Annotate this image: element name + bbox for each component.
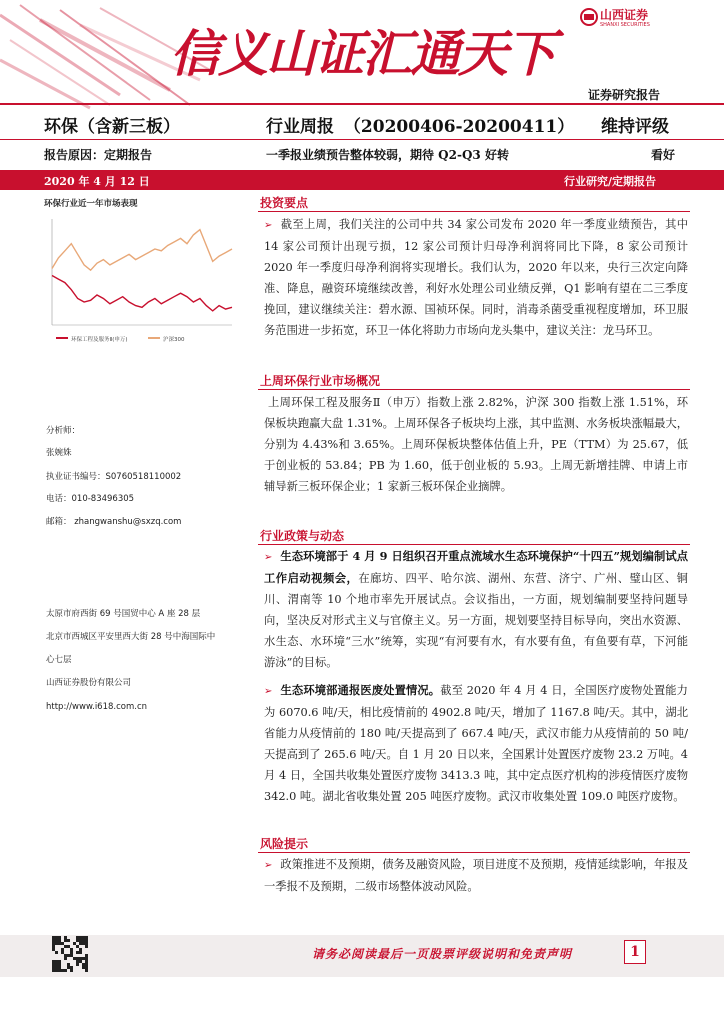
chart-title: 环保行业近一年市场表现: [44, 199, 138, 209]
address-beijing-1: 北京市西城区平安里西大街 28 号中海国际中: [46, 632, 216, 642]
industry-category: 环保（含新三板）: [44, 117, 180, 137]
disclaimer-notice[interactable]: 请务必阅读最后一页股票评级说明和免责声明: [312, 947, 573, 961]
header-banner: [0, 0, 724, 110]
section-divider: [258, 211, 690, 212]
company-url[interactable]: http://www.i618.com.cn: [46, 702, 148, 712]
logo-name: 山西证券: [600, 8, 649, 22]
section-title: 行业政策与动态: [260, 529, 345, 543]
market-chart: [36, 213, 248, 345]
report-kind: 证券研究报告: [588, 88, 661, 102]
report-headline: 一季报业绩预告整体较弱，期待 Q2-Q3 好转: [266, 148, 509, 162]
rating-label: 维持评级: [601, 117, 669, 137]
policy-item-headline: 生态环境部通报医废处置情况。: [280, 683, 441, 697]
section-divider: [258, 544, 690, 545]
report-type: [266, 112, 574, 137]
report-date: 2020 年 4 月 12 日: [44, 175, 150, 188]
analyst-email[interactable]: 邮箱： zhangwanshu@sxzq.com: [46, 517, 182, 527]
report-category: 行业研究/定期报告: [564, 175, 657, 188]
policy-item: [264, 546, 688, 673]
section-paragraph: [264, 854, 688, 897]
rating-value: 看好: [651, 148, 676, 162]
legend-label-0: 环保工程及服务Ⅱ(申万): [71, 337, 128, 343]
section-title: 上周环保行业市场概况: [260, 374, 381, 388]
date-bar: [0, 170, 724, 190]
market-chart-svg: [36, 213, 248, 345]
section-title: 风险提示: [260, 837, 309, 851]
series-line-1: [52, 230, 232, 271]
address-taiyuan: 太原市府西街 69 号国贸中心 A 座 28 层: [46, 609, 201, 619]
page-number: 1: [624, 940, 646, 964]
report-period: （20200406-20200411）: [343, 117, 575, 137]
address-beijing-2: 心七层: [46, 655, 72, 665]
bullet-icon: ➢: [264, 220, 273, 231]
qr-code: [52, 936, 88, 972]
company-name: 山西证券股份有限公司: [46, 678, 132, 688]
paragraph-text: 截至 2020 年 4 月 4 日，全国医疗废物处置能力为 6070.6 吨/天，相比疫情前的 4902.8 吨/天，增加了 1167.8 吨/天。其中，湖北省能力从疫情前的 180 吨/天提高到了 667.4 吨/天，武汉市能力从疫情前的 50 吨/天提高到了 265.6 吨/天。自 1 月 20 日以来，全国累计处置医疗废物 23.2 万吨。4 月 4 日，全国共收集处置医疗废物 3413.3 吨，其中定点医疗机构的涉疫情医疗废物 342.0 吨。湖北省收集处置 205 吨医疗废物。武汉市收集处置 109.0 吨医疗废物。: [264, 684, 688, 803]
policy-item-headline: 生态环境部于 4 月 9 日组织召开重点流域水生态环境保护“十四五”规划编制试点工作启动视频会，: [264, 549, 688, 585]
section-paragraph: [264, 392, 688, 497]
report-reason: 报告原因：定期报告: [44, 148, 153, 162]
legend-label-1: 沪深300: [163, 337, 185, 343]
report-type-label: 行业周报: [266, 117, 334, 137]
series-line-0: [52, 276, 232, 311]
analyst-phone: 电话：010-83496305: [46, 494, 135, 504]
paragraph-text: 政策推进不及预期，债务及融资风险，项目进度不及预期，疫情延续影响，年报及一季报不及预期，二级市场整体波动风险。: [264, 858, 688, 893]
section-divider: [258, 389, 690, 390]
section-title: 投资要点: [260, 196, 309, 210]
policy-item: [264, 680, 688, 807]
section-paragraph: [264, 214, 688, 341]
section-divider: [258, 852, 690, 853]
analyst-license: 执业证书编号：S0760518110002: [46, 472, 182, 482]
bullet-icon: ➢: [264, 860, 273, 871]
logo-subtitle: SHANXI SECURITIES: [600, 22, 650, 28]
analyst-label: 分析师：: [46, 426, 81, 436]
paragraph-text: 在廊坊、四平、哈尔滨、湖州、东营、济宁、广州、璧山区、铜川、渭南等 10 个地市率先开展试点。会议指出，一方面，规划编制要坚持问题导向，坚决反对形式主义与官僚主义。另一方面，规划要坚持目标导向，突出水资源、水生态、水环境“三水”统筹，实现“有河要有水，有水要有鱼，有鱼要有草，下河能游泳”的目标。: [264, 572, 688, 669]
paragraph-text: 截至上周，我们关注的公司中共 34 家公司发布 2020 年一季度业绩预告，其中 14 家公司预计出现亏损，12 家公司预计归母净利润将同比下降，8 家公司预计 2020 年一季度归母净利润将实现增长。我们认为，2020 年以来，央行三次定向降准、降息，融资环境继续改善，利好水处理公司业绩反弹，Q1 影响有望在二三季度挽回，建议继续关注：碧水源、国祯环保。同时，消毒杀菌受重视程度增加，环卫服务范围进一步拓宽，环卫一体化将助力市场向龙头集中，建议关注：龙马环卫。: [264, 218, 688, 337]
bullet-icon: ➢: [264, 686, 273, 697]
analyst-name: 张婉姝: [46, 448, 72, 458]
bullet-icon: ➢: [264, 552, 273, 563]
calligraphy-slogan: 信义山证汇通天下: [170, 24, 554, 83]
paragraph-text: 上周环保工程及服务Ⅱ（申万）指数上涨 2.82%，沪深 300 指数上涨 1.51%，环保板块跑赢大盘 1.31%。上周环保各子板块均上涨，其中监测、水务板块涨幅最大，分别为 4.43%和 3.65%。上周环保板块整体估值上升，PE（TTM）为 25.67，低于创业板的 53.84；PB 为 1.60，低于创业板的 5.93。上周无新增挂牌、申请上市辅导新三板环保企业；1 家新三板环保企业摘牌。: [264, 396, 688, 493]
divider: [0, 139, 724, 140]
